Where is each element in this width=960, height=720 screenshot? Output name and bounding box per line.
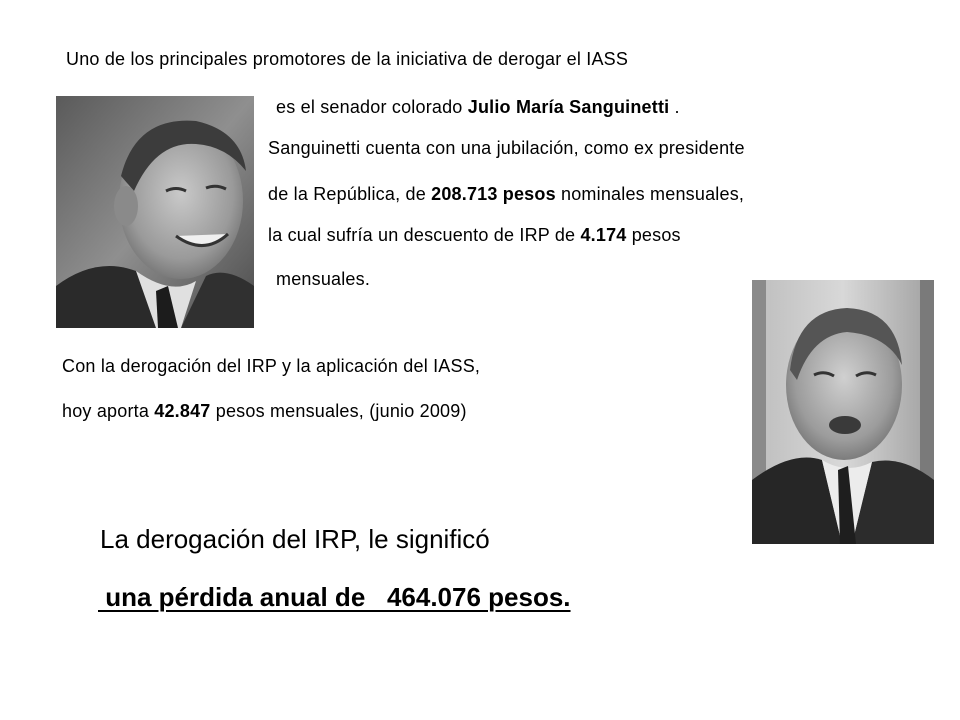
paragraph1-line5-pre: la cual sufría un descuento de IRP de (268, 225, 581, 245)
paragraph1-line2-pre: es el senador colorado (276, 97, 468, 117)
senator-name: Julio María Sanguinetti (467, 97, 670, 117)
paragraph1-line1 (66, 48, 628, 70)
paragraph1-line5 (268, 224, 681, 246)
portrait-photo-right (752, 280, 934, 544)
paragraph1-line2-post: . (669, 97, 680, 117)
paragraph1-line4-pre: de la República, de (268, 184, 432, 204)
paragraph1-line5-post: pesos (626, 225, 681, 245)
portrait-right-image (752, 280, 934, 544)
paragraph1-line3-text: Sanguinetti cuenta con una jubilación, como ex presidente (268, 138, 745, 158)
paragraph2-line2-post: pesos mensuales, (junio 2009) (210, 401, 467, 421)
conclusion-line1-text: La derogación del IRP, le significó (100, 524, 490, 554)
conclusion-line2 (98, 581, 571, 613)
paragraph1-line3 (268, 137, 745, 159)
paragraph2-line1-text: Con la derogación del IRP y la aplicación del IASS, (62, 356, 481, 376)
conclusion-line1 (100, 523, 490, 555)
paragraph1-line4-post: nominales mensuales, (555, 184, 745, 204)
annual-loss-statement: una pérdida anual de 464.076 pesos. (98, 582, 571, 612)
iass-contribution-amount: 42.847 (154, 401, 211, 421)
paragraph2-line2 (62, 400, 467, 422)
portrait-top-image (56, 96, 254, 328)
paragraph1-line6-text: mensuales. (276, 269, 371, 289)
paragraph1-line1-text: Uno de los principales promotores de la iniciativa de derogar el IASS (66, 49, 629, 69)
paragraph2-line1 (62, 355, 480, 377)
paragraph2-line2-pre: hoy aporta (62, 401, 155, 421)
paragraph1-line4 (268, 183, 744, 205)
paragraph1-line2 (276, 96, 680, 118)
portrait-photo-top (56, 96, 254, 328)
pension-amount: 208.713 pesos (431, 184, 556, 204)
paragraph1-line6 (276, 268, 370, 290)
irp-discount-amount: 4.174 (580, 225, 627, 245)
